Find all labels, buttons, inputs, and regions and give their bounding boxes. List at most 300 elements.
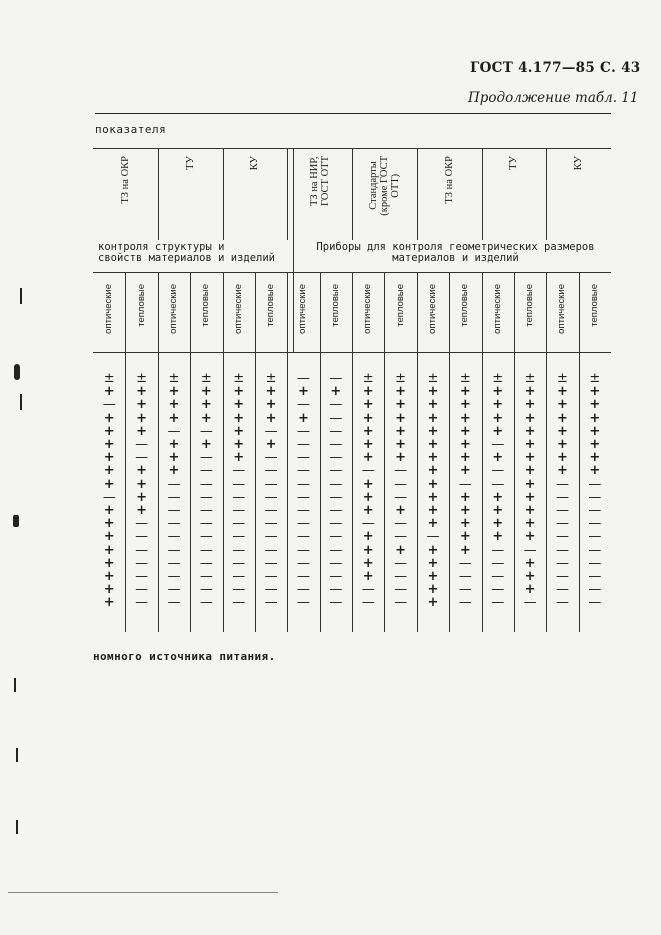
table-mark: — (167, 595, 181, 611)
table-mark: — (588, 542, 602, 558)
table-mark: + (459, 529, 471, 545)
table-mark: + (103, 516, 115, 532)
table-mark: — (458, 555, 472, 571)
table-mark: — (199, 450, 213, 466)
table-mark: ± (492, 371, 504, 386)
table-mark: + (362, 542, 374, 558)
table-mark: — (329, 371, 343, 386)
table-mark: + (168, 463, 180, 479)
table-mark: — (296, 489, 310, 505)
scan-mark (16, 820, 18, 834)
table-mark: ± (524, 371, 536, 386)
table-mark: — (588, 569, 602, 584)
table-mark: — (264, 516, 278, 532)
table-mark: + (362, 437, 374, 452)
table-mark: + (168, 397, 180, 413)
column-divider (287, 272, 288, 632)
table-mark: + (459, 437, 471, 452)
table-mark: — (296, 595, 310, 611)
table-mark: + (427, 555, 439, 571)
table-mark: + (589, 423, 601, 439)
table-mark: — (329, 516, 343, 532)
table-mark: + (265, 384, 277, 400)
sub-header: тепловые (459, 284, 471, 327)
table-mark: + (492, 489, 504, 505)
table-mark: — (167, 476, 181, 492)
table-mark: — (329, 476, 343, 492)
table-mark: — (167, 582, 181, 598)
table-mark: — (491, 437, 505, 452)
table-mark: — (199, 582, 213, 598)
table-mark: — (199, 489, 213, 505)
table-mark: + (524, 423, 536, 439)
table-mark: + (103, 476, 115, 492)
table-mark: — (491, 595, 505, 611)
table-mark: — (167, 489, 181, 505)
table-mark: + (427, 410, 439, 426)
table-mark: ± (200, 371, 212, 386)
table-mark: + (427, 595, 439, 611)
scan-mark (14, 364, 20, 380)
header-divider (158, 148, 159, 240)
table-mark: + (492, 450, 504, 466)
table-mark: — (264, 476, 278, 492)
table-mark: + (524, 503, 536, 518)
sub-header: тепловые (394, 284, 406, 327)
header-divider (417, 148, 418, 240)
table-mark: — (491, 463, 505, 479)
table-mark: — (296, 542, 310, 558)
table-mark: — (135, 516, 149, 532)
table-mark: + (589, 384, 601, 400)
table-mark: + (103, 595, 115, 611)
column-divider (579, 272, 580, 632)
table-mark: + (362, 529, 374, 545)
table-mark: — (329, 397, 343, 413)
table-mark: — (458, 582, 472, 598)
table-mark: + (395, 397, 407, 413)
table-mark: + (362, 489, 374, 505)
table-mark: — (523, 595, 537, 611)
table-mark: — (296, 437, 310, 452)
column-divider (482, 272, 483, 632)
table-mark: — (361, 582, 375, 598)
table-mark: — (264, 542, 278, 558)
table-mark: — (199, 529, 213, 545)
table-mark: — (199, 555, 213, 571)
table-mark: + (362, 476, 374, 492)
table-top-rule (95, 113, 611, 114)
table-mark: — (394, 476, 408, 492)
column-header: ТЗ на ОКР (119, 156, 131, 204)
table-mark: + (524, 555, 536, 571)
table-mark: — (199, 423, 213, 439)
document-code: ГОСТ 4.177—85 С. 43 (470, 60, 641, 76)
table-mark: + (524, 476, 536, 492)
table-mark: + (233, 410, 245, 426)
table-mark: + (362, 569, 374, 584)
table-mark: — (555, 516, 569, 532)
table-mark: + (200, 410, 212, 426)
header-divider (546, 148, 547, 240)
table-mark: + (459, 423, 471, 439)
table-mark: — (329, 569, 343, 584)
sub-header: тепловые (329, 284, 341, 327)
table-mark: — (329, 423, 343, 439)
table-mark: + (556, 463, 568, 479)
table-mark: — (523, 542, 537, 558)
table-mark: — (555, 582, 569, 598)
table-mark: + (136, 476, 148, 492)
table-mark: — (491, 569, 505, 584)
table-mark: + (556, 423, 568, 439)
table-mark: + (265, 397, 277, 413)
table-mark: — (199, 503, 213, 518)
table-mark: — (135, 555, 149, 571)
table-mark: + (427, 437, 439, 452)
table-mark: — (199, 476, 213, 492)
table-mark: — (329, 503, 343, 518)
table-mark: + (459, 384, 471, 400)
column-divider (546, 272, 547, 632)
table-mark: + (103, 569, 115, 584)
table-mark: — (394, 529, 408, 545)
table-mark: — (199, 595, 213, 611)
table-mark: + (492, 503, 504, 518)
column-header: Стандарты (кроме ГОСТ ОТТ) (367, 156, 401, 216)
table-mark: + (459, 542, 471, 558)
table-mark: + (103, 384, 115, 400)
sub-header: оптические (362, 284, 374, 334)
header-divider (223, 148, 224, 240)
table-mark: — (167, 529, 181, 545)
table-mark: + (427, 476, 439, 492)
table-mark: — (458, 476, 472, 492)
table-continuation-label: Продолжение табл. 11 (468, 90, 639, 106)
table-mark: — (458, 569, 472, 584)
table-mark: + (103, 542, 115, 558)
sub-header: оптические (491, 284, 503, 334)
table-mark: — (588, 476, 602, 492)
table-mark: + (524, 569, 536, 584)
table-mark: + (233, 423, 245, 439)
table-mark: + (362, 397, 374, 413)
table-mark: — (555, 569, 569, 584)
table-mark: + (492, 384, 504, 400)
table-mark: + (200, 437, 212, 452)
table-mark: + (297, 410, 309, 426)
table-mark: + (362, 384, 374, 400)
table-mark: + (362, 555, 374, 571)
table-mark: + (330, 384, 342, 400)
column-divider (352, 272, 353, 632)
table-mark: + (103, 437, 115, 452)
header-divider (287, 148, 288, 240)
table-mark: — (264, 503, 278, 518)
table-mark: — (329, 489, 343, 505)
table-mark: + (362, 503, 374, 518)
table-mark: — (491, 476, 505, 492)
table-mark: — (232, 489, 246, 505)
table-mark: — (296, 423, 310, 439)
table-mark: + (136, 397, 148, 413)
table-mark: — (232, 463, 246, 479)
table-mark: + (265, 437, 277, 452)
scan-mark (20, 394, 22, 410)
table-mark: + (395, 503, 407, 518)
column-header: КУ (573, 156, 585, 171)
table-mark: — (264, 463, 278, 479)
table-mark: — (296, 450, 310, 466)
table-mark: — (394, 463, 408, 479)
table-mark: — (426, 529, 440, 545)
column-divider (125, 272, 126, 632)
table-mark: — (555, 595, 569, 611)
table-mark: + (459, 516, 471, 532)
column-divider (223, 272, 224, 632)
table-mark: + (524, 516, 536, 532)
sub-header: оптические (103, 284, 115, 334)
sub-header: оптические (426, 284, 438, 334)
table-mark: ± (233, 371, 245, 386)
table-mark: + (136, 384, 148, 400)
table-mark: + (168, 410, 180, 426)
table-mark: + (524, 450, 536, 466)
header-divider (482, 148, 483, 240)
table-mark: — (296, 569, 310, 584)
table-mark: + (524, 437, 536, 452)
table-mark: + (136, 463, 148, 479)
table-mark: + (168, 384, 180, 400)
table-mark: ± (395, 371, 407, 386)
table-mark: + (362, 450, 374, 466)
table-mark: + (589, 437, 601, 452)
group-divider (293, 148, 294, 352)
sub-header: оптические (556, 284, 568, 334)
table-mark: + (524, 384, 536, 400)
table-mark: + (136, 410, 148, 426)
table-mark: + (395, 410, 407, 426)
column-divider (255, 272, 256, 632)
table-mark: ± (427, 371, 439, 386)
table-mark: — (555, 503, 569, 518)
column-divider (449, 272, 450, 632)
table-mark: — (394, 516, 408, 532)
sub-header: оптические (297, 284, 309, 334)
table-mark: — (329, 582, 343, 598)
table-mark: — (264, 450, 278, 466)
table-mark: — (102, 397, 116, 413)
table-mark: — (232, 595, 246, 611)
table-mark: + (103, 555, 115, 571)
table-mark: — (394, 582, 408, 598)
table-mark: + (427, 516, 439, 532)
table-mark: — (361, 595, 375, 611)
table-mark: — (232, 569, 246, 584)
table-mark: ± (265, 371, 277, 386)
table-mark: — (361, 463, 375, 479)
table-mark: + (459, 450, 471, 466)
sub-header: оптические (232, 284, 244, 334)
table-mark: + (459, 503, 471, 518)
group-label-right: Приборы для контроля геометрических размеров материалов и изделий (316, 241, 595, 264)
table-mark: — (232, 542, 246, 558)
table-mark: — (264, 423, 278, 439)
table-mark: — (588, 516, 602, 532)
table-mark: — (296, 582, 310, 598)
table-mark: + (492, 529, 504, 545)
table-mark: — (329, 529, 343, 545)
table-mark: + (459, 410, 471, 426)
table-mark: — (296, 516, 310, 532)
table-mark: — (167, 516, 181, 532)
table-mark: + (556, 410, 568, 426)
table-mark: + (589, 410, 601, 426)
table-mark: ± (136, 371, 148, 386)
table-mark: — (588, 529, 602, 545)
group-label-left: контроля структуры и свойств материалов и изделий (98, 241, 276, 264)
table-mark: — (296, 476, 310, 492)
table-mark: + (427, 542, 439, 558)
table-mark: — (555, 555, 569, 571)
table-mark: + (136, 423, 148, 439)
table-mark: — (232, 476, 246, 492)
column-header: КУ (249, 156, 261, 171)
scan-mark (16, 748, 18, 762)
table-mark: + (233, 437, 245, 452)
table-mark: + (427, 463, 439, 479)
table-mark: + (427, 423, 439, 439)
table-mark: + (492, 516, 504, 532)
table-mark: — (329, 410, 343, 426)
table-mark: + (395, 437, 407, 452)
column-header: ТЗ на ОКР (443, 156, 455, 204)
scan-mark (20, 288, 22, 304)
table-mark: — (167, 569, 181, 584)
table-mark: — (296, 397, 310, 413)
table-mark: — (588, 582, 602, 598)
table-mark: + (103, 450, 115, 466)
table-mark: — (264, 582, 278, 598)
table-mark: — (264, 529, 278, 545)
table-mark: — (232, 582, 246, 598)
table-mark: + (492, 397, 504, 413)
table-mark: + (362, 410, 374, 426)
table-mark: ± (362, 371, 374, 386)
scan-mark (14, 678, 16, 692)
table-mark: — (199, 463, 213, 479)
table-mark: — (135, 529, 149, 545)
table-mark: — (232, 529, 246, 545)
table-mark: — (167, 542, 181, 558)
table-mark: + (136, 503, 148, 518)
table-mark: + (362, 423, 374, 439)
column-divider (514, 272, 515, 632)
table-mark: + (427, 489, 439, 505)
table-mark: + (103, 503, 115, 518)
sub-header: тепловые (135, 284, 147, 327)
table-mark: + (427, 450, 439, 466)
table-mark: + (492, 423, 504, 439)
table-mark: + (233, 384, 245, 400)
table-mark: — (167, 423, 181, 439)
table-mark: — (199, 569, 213, 584)
table-mark: — (329, 595, 343, 611)
table-mark: — (588, 595, 602, 611)
table-mark: + (427, 569, 439, 584)
table-mark: + (427, 397, 439, 413)
table-mark: + (524, 410, 536, 426)
table-mark: + (524, 397, 536, 413)
table-mark: + (168, 437, 180, 452)
table-mark: — (394, 569, 408, 584)
table-mark: — (264, 595, 278, 611)
footer-text: номного источника питания. (93, 650, 276, 663)
table-mark: — (296, 463, 310, 479)
sub-header: тепловые (200, 284, 212, 327)
table-mark: + (427, 503, 439, 518)
table-mark: — (329, 463, 343, 479)
table-mark: + (589, 463, 601, 479)
table-mark: — (135, 437, 149, 452)
table-mark: — (199, 542, 213, 558)
table-mark: — (135, 582, 149, 598)
table-mark: — (588, 503, 602, 518)
table-mark: + (395, 450, 407, 466)
column-header: ТУ (508, 156, 520, 170)
table-mark: — (167, 555, 181, 571)
table-mark: — (491, 555, 505, 571)
column-header: ТУ (184, 156, 196, 170)
table-mark: — (135, 450, 149, 466)
table-mark: — (394, 489, 408, 505)
table-mark: + (395, 542, 407, 558)
table-mark: + (233, 397, 245, 413)
table-mark: — (394, 555, 408, 571)
table-mark: ± (459, 371, 471, 386)
table-mark: + (492, 410, 504, 426)
table-mark: ± (168, 371, 180, 386)
column-divider (384, 272, 385, 632)
table-mark: + (556, 397, 568, 413)
table-mark: — (232, 516, 246, 532)
table-mark: — (329, 437, 343, 452)
table-mark: — (135, 542, 149, 558)
table-mark: + (103, 410, 115, 426)
table-mark: + (556, 384, 568, 400)
table-mark: + (459, 397, 471, 413)
sub-header: тепловые (588, 284, 600, 327)
table-mark: — (361, 516, 375, 532)
table-mark: + (233, 450, 245, 466)
table-mark: + (556, 437, 568, 452)
sub-header: тепловые (265, 284, 277, 327)
sub-header: тепловые (524, 284, 536, 327)
table-mark: — (135, 569, 149, 584)
table-mark: — (296, 371, 310, 386)
table-mark: + (168, 450, 180, 466)
table-mark: + (200, 384, 212, 400)
table-mark: + (103, 463, 115, 479)
scan-edge (8, 892, 278, 893)
table-mark: — (491, 582, 505, 598)
table-mark: ± (556, 371, 568, 386)
table-mark: — (296, 555, 310, 571)
table-mark: — (555, 542, 569, 558)
table-mark: + (427, 582, 439, 598)
table-mark: + (589, 450, 601, 466)
scan-mark (13, 515, 19, 527)
